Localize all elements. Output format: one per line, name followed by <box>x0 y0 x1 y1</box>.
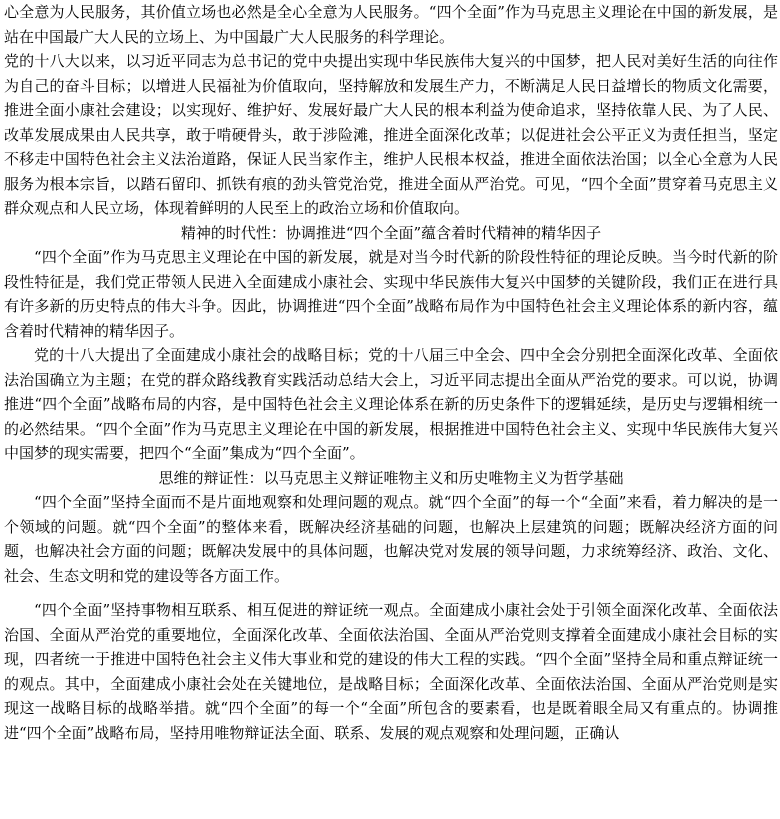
paragraph-party-plenums: 党的十八大提出了全面建成小康社会的战略目标；党的十八届三中全会、四中全会分别把全面深化改革、全面依法治国确立为主题；在党的群众路线教育实践活动总结大会上，习近平同志提出全面从严治党的要求。可以说，协调推进“四个全面”战略布局的内容，是中国特色社会主义理论体系在新的历史条件下的逻辑延续，是历史与逻辑相统一的必然结果。“四个全面”作为马克思主义理论在中国的新发展，根据推进中国特色社会主义、实现中华民族伟大复兴中国梦的现实需要，把四个“全面”集成为“四个全面”。 <box>4 346 778 462</box>
section-heading-dialectics: 思维的辩证性：以马克思主义辩证唯物主义和历史唯物主义为哲学基础 <box>158 468 624 487</box>
paragraph-eighteenth-congress: 党的十八大以来，以习近平同志为总书记的党中央提出实现中华民族伟大复兴的中国梦，把人民对美好生活的向往作为自己的奋斗目标；以增进人民福祉为价值取向，坚持解放和发展生产力，不断满足人民日益增长的物质文化需要，推进全面小康社会建设；以实现好、维护好、发展好最广大人民的根本利益为使命追求，坚持依靠人民、为了人民、改革发展成果由人民共享，敢于啃硬骨头，敢于涉险滩，推进全面深化改革；以促进社会公平正义为责任担当，坚定不移走中国特色社会主义法治道路，保证人民当家作主，维护人民根本权益，推进全面依法治国；以全心全意为人民服务为根本宗旨，以踏石留印、抓铁有痕的劲头管党治党，推进全面从严治党。可见，“四个全面”贯穿着马克思主义群众观点和人民立场，体现着鲜明的人民至上的政治立场和价值取向。 <box>4 52 778 217</box>
section-heading-era-spirit: 精神的时代性：协调推进“四个全面”蕴含着时代精神的精华因子 <box>180 223 602 242</box>
paragraph-comprehensive-view: “四个全面”坚持全面而不是片面地观察和处理问题的观点。就“四个全面”的每一个“全面”来看，着力解决的是一个领域的问题。就“四个全面”的整体来看，既解决经济基础的问题，也解决上层建筑的问题；既解决经济方面的问题，也解决社会方面的问题；既解决发展中的具体问题，也解决党对发展的领导问题，力求统筹经济、政治、文化、社会、生态文明和党的建设等各方面工作。 <box>4 493 778 585</box>
document-page <box>4 0 778 745</box>
paragraph-gap <box>4 588 778 598</box>
paragraph-era-features: “四个全面”作为马克思主义理论在中国的新发展，就是对当今时代新的阶段性特征的理论反映。当今时代新的阶段性特征是，我们党正带领人民进入全面建成小康社会、实现中华民族伟大复兴中国梦的关键阶段，我们正在进行具有许多新的历史特点的伟大斗争。因此，协调推进“四个全面”战略布局作为中国特色社会主义理论体系的新内容，蕴含着时代精神的精华因子。 <box>4 248 778 340</box>
paragraph-dialectical-unity: “四个全面”坚持事物相互联系、相互促进的辩证统一观点。全面建成小康社会处于引领全面深化改革、全面依法治国、全面从严治党的重要地位，全面深化改革、全面依法治国、全面从严治党则支撑着全面建成小康社会目标的实现，四者统一于推进中国特色社会主义伟大事业和党的建设的伟大工程的实践。“四个全面”坚持全局和重点辩证统一的观点。其中，全面建成小康社会处在关键地位，是战略目标；全面深化改革、全面依法治国、全面从严治党则是实现这一战略目标的战略举措。就“四个全面”的每一个“全面”所包含的要素看，也是既着眼全局又有重点的。协调推进“四个全面”战略布局，坚持用唯物辩证法全面、联系、发展的观点观察和处理问题，正确认 <box>4 601 778 742</box>
paragraph-intro-continuation: 心全意为人民服务，其价值立场也必然是全心全意为人民服务。“四个全面”作为马克思主义理论在中国的新发展，是站在中国最广大人民的立场上、为中国最广大人民服务的科学理论。 <box>4 3 778 46</box>
